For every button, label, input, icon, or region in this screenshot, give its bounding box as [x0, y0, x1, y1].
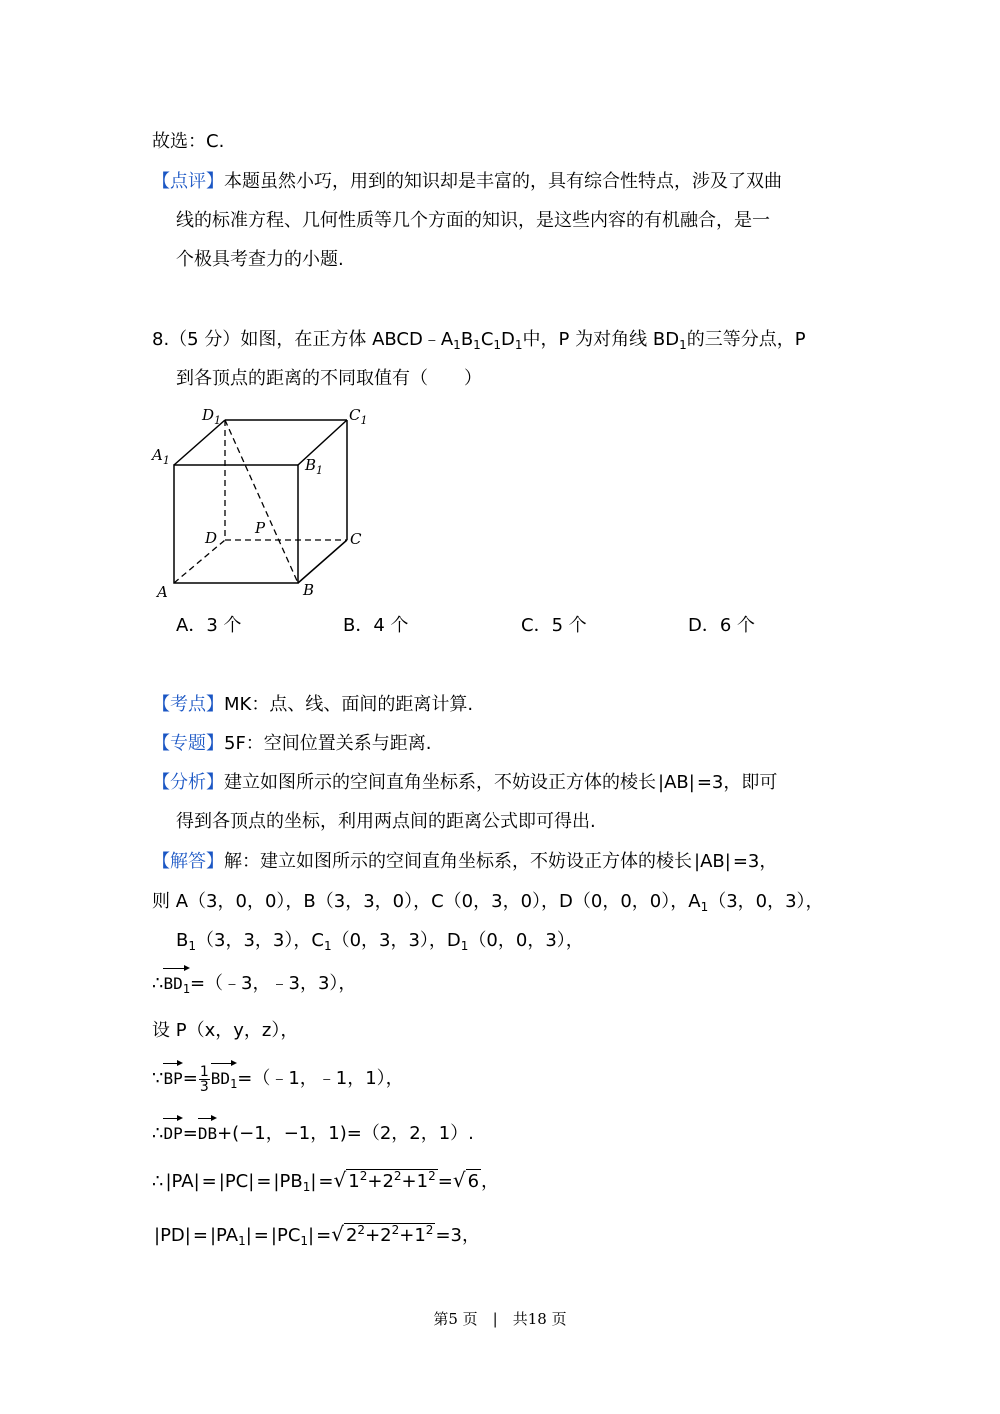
kaodian-line: [152, 693, 473, 717]
jieda-text-1a: 解：建立如图所示的空间直角坐标系，不妨设正方体的棱长: [224, 851, 692, 872]
jieda-tag: 【解答】: [152, 851, 224, 872]
coords-line-1: 则 A（3，0，0），B（3，3，0），C（0，3，0），D（0，0，0），$A_1(3$，0，3），: [152, 891, 824, 914]
label-p: P: [255, 519, 266, 537]
option-d[interactable]: D．6 个: [688, 615, 756, 636]
dp-vector-line: ∴DP=DB+(−1，−1，1)=（2，2，1）.: [152, 1116, 474, 1146]
vector-bp: BP: [163, 1061, 182, 1091]
label-c1: $C_1$: [349, 406, 368, 427]
zhuanti-line: [152, 732, 432, 756]
label-b1: $B_1$: [305, 456, 324, 477]
question-line-2: 到各顶点的距离的不同取值有（ ）: [176, 368, 482, 389]
diagonal-bd1: [225, 420, 298, 583]
kaodian-tag: 【考点】: [152, 694, 224, 715]
zhuanti-text: 5F：空间位置关系与距离.: [224, 733, 432, 754]
coords-line-2: $B_1(3$，3，3），$C_1(0$，3，3），$D_1(0$，0，3），: [176, 930, 584, 953]
vector-bd1: $BD_1$: [211, 1061, 238, 1091]
label-c: C: [350, 530, 362, 548]
distance-line-2: $|PD| = |PA_1| = |PC_1|$ =√ $2^2+2^2+1^2 =3$，: [154, 1222, 480, 1248]
label-d: D: [205, 529, 218, 547]
fenxi-line-2: 得到各顶点的坐标，利用两点间的距离公式即可得出.: [176, 811, 596, 832]
sub-1: 1: [453, 338, 461, 352]
bp-vector-line: ∵BP= $\frac{1}{3}$ $BD_1=(﹣1$，﹣1，1），: [152, 1061, 404, 1094]
front-face: [174, 465, 298, 583]
fenxi-text-1b: =3，即可: [696, 772, 778, 793]
question-number: 8.（5 分）: [152, 329, 241, 350]
comment-line-3: 个极具考查力的小题.: [176, 249, 344, 270]
distance-line-1: ∴ $|PA| = |PC| = |PB_1|$ =√ $1^2+2^2+1^2$ =√ 6 ，: [152, 1168, 500, 1194]
sqrt-expression-2: $2^2+2^2+1^2$: [345, 1223, 434, 1246]
prev-answer: 故选：C.: [152, 131, 225, 152]
cube-figure: [145, 398, 385, 604]
comment-line-2: 线的标准方程、几何性质等几个方面的知识，是这些内容的有机融合，是一: [176, 210, 770, 231]
question-line-1: 8.（5 分）如图，在正方体 $ABCD﹣A_1B_1C_1D_1$中，P 为对角线 $BD_1$的三等分点，P: [152, 329, 806, 352]
sub-1: 1: [679, 338, 687, 352]
fenxi-tag: 【分析】: [152, 772, 224, 793]
jieda-text-1b: =3，: [732, 851, 778, 872]
comment-line-1: [152, 170, 782, 194]
label-a: A: [157, 583, 168, 601]
sub-1: 1: [514, 338, 523, 352]
edge-bc: [298, 540, 347, 583]
sub-1: 1: [493, 338, 502, 352]
fraction-one-third: $\frac{1}{3}$: [199, 1063, 209, 1095]
page-footer: 第5 页 | 共18 页: [433, 1310, 567, 1328]
label-b: B: [303, 581, 315, 599]
comment-tag: 【点评】: [152, 171, 224, 192]
question-text-a: 如图，在正方体 ABCD﹣A: [240, 329, 454, 350]
option-b[interactable]: B．4 个: [343, 615, 409, 636]
option-a[interactable]: A．3 个: [176, 615, 242, 636]
label-a1: $A_1$: [152, 446, 170, 467]
fenxi-text-1a: 建立如图所示的空间直角坐标系，不妨设正方体的棱长: [224, 772, 656, 793]
comment-text-1: 本题虽然小巧，用到的知识却是丰富的，具有综合性特点，涉及了双曲: [224, 171, 782, 192]
sqrt-expression-1: $1^2+2^2+1^2$: [348, 1169, 436, 1192]
sqrt-six: 6: [467, 1171, 480, 1192]
kaodian-text: MK：点、线、面间的距离计算.: [224, 694, 474, 715]
zhuanti-tag: 【专题】: [152, 733, 224, 754]
jieda-line-1: 【解答】解：建立如图所示的空间直角坐标系，不妨设正方体的棱长 |AB| =3，: [152, 851, 778, 872]
vector-db: DB: [198, 1116, 217, 1146]
bd1-vector-line: $\therefore BD_1=(﹣3$，﹣3，3），: [152, 966, 356, 996]
question-text-c: 的三等分点，P: [686, 329, 806, 350]
answer-options: [176, 614, 776, 638]
set-p-line: 设 P（x，y，z），: [152, 1020, 299, 1041]
option-c[interactable]: C．5 个: [521, 615, 587, 636]
sub-1: 1: [473, 338, 481, 352]
vector-bd1: $BD_1$: [163, 966, 190, 996]
fenxi-line-1: 【分析】建立如图所示的空间直角坐标系，不妨设正方体的棱长 |AB| =3，即可: [152, 772, 778, 793]
vector-dp: DP: [163, 1116, 182, 1146]
label-d1: $D_1$: [202, 406, 222, 427]
question-text-b: 中，P 为对角线 BD: [522, 329, 680, 350]
edge-ad: [174, 540, 225, 583]
